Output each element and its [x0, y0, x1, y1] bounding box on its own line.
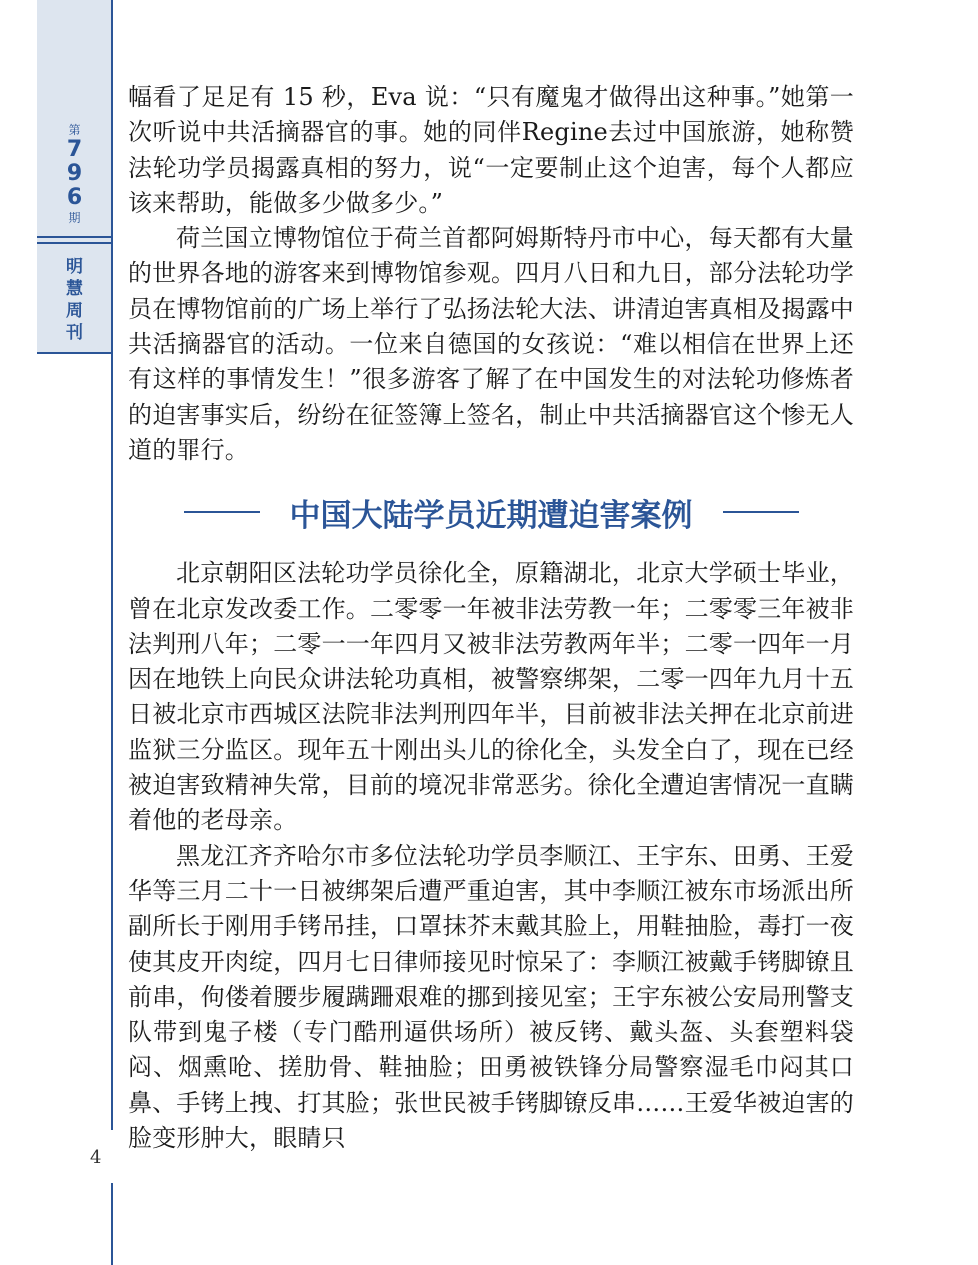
- section-rule-right: [723, 511, 799, 513]
- issue-digit: 9: [66, 161, 83, 186]
- issue-digit: 6: [66, 185, 83, 210]
- page-number: 4: [90, 1147, 102, 1168]
- issue-suffix: 期: [68, 211, 81, 225]
- publication-char: 慧: [66, 279, 83, 299]
- sidebar-divider: [37, 236, 112, 244]
- paragraph: 幅看了足足有 15 秒，Eva 说：“只有魔鬼才做得出这种事。”她第一次听说中共活摘器官的事。她的同伴Regine去过中国旅游，她称赞法轮功学员揭露真相的努力，说“一定要制止这个迫害，每个人都应该来帮助，能做多少做多少。”: [128, 83, 854, 217]
- issue-prefix: 第: [68, 123, 81, 137]
- publication-char: 周: [66, 301, 83, 321]
- section-rule-left: [184, 511, 260, 513]
- publication-char: 明: [66, 257, 83, 277]
- section-header: [128, 478, 854, 546]
- publication-char: 刊: [66, 323, 83, 343]
- paragraph: 荷兰国立博物馆位于荷兰首都阿姆斯特丹市中心，每天都有大量的世界各地的游客来到博物馆参观。四月八日和九日，部分法轮功学员在博物馆前的广场上举行了弘扬法轮大法、讲清迫害真相及揭露中共活摘器官的活动。一位来自德国的女孩说：“难以相信在世界上还有这样的事情发生！”很多游客了解了在中国发生的对法轮功修炼者的迫害事实后，纷纷在征签簿上签名，制止中共活摘器官这个惨无人道的罪行。: [128, 224, 854, 464]
- publication-name: [37, 256, 112, 344]
- issue-number: [37, 122, 112, 226]
- paragraph: 北京朝阳区法轮功学员徐化全，原籍湖北，北京大学硕士毕业，曾在北京发改委工作。二零零一年被非法劳教一年；二零零三年被非法判刑八年；二零一一年四月又被非法劳教两年半；二零一四年一月因在地铁上向民众讲法轮功真相，被警察绑架，二零一四年九月十五日被北京市西城区法院非法判刑四年半，目前被非法关押在北京前进监狱三分监区。现年五十刚出头儿的徐化全，头发全白了，现在已经被迫害致精神失常，目前的境况非常恶劣。徐化全遭迫害情况一直瞒着他的老母亲。: [128, 559, 854, 835]
- section-title: 中国大陆学员近期遭迫害案例: [289, 497, 693, 534]
- sidebar-rule-bottom: [111, 1183, 113, 1265]
- issue-digit: 7: [66, 137, 83, 162]
- article-body: [128, 80, 854, 1156]
- paragraph: 黑龙江齐齐哈尔市多位法轮功学员李顺江、王宇东、田勇、王爱华等三月二十一日被绑架后遭严重迫害，其中李顺江被东市场派出所副所长于刚用手铐吊挂，口罩抹芥末戴其脸上，用鞋抽脸，毒打一夜使其皮开肉绽，四月七日律师接见时惊呆了：李顺江被戴手铐脚镣且前串，佝偻着腰步履蹒跚艰难的挪到接见室；王宇东被公安局刑警支队带到鬼子楼（专门酷刑逼供场所）被反铐、戴头盔、头套塑料袋闷、烟熏呛、搓肋骨、鞋抽脸；田勇被铁锋分局警察湿毛巾闷其口鼻、手铐上拽、打其脸；张世民被手铐脚镣反串……王爱华被迫害的脸变形肿大，眼睛只: [128, 841, 854, 1153]
